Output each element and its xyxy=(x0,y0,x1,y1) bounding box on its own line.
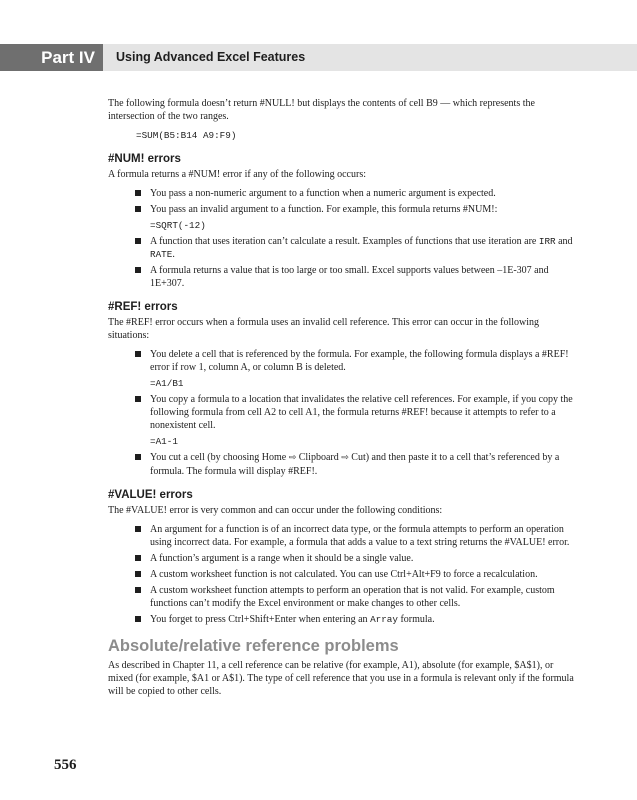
page-number: 556 xyxy=(54,757,77,773)
list-item: A custom worksheet function attempts to perform an operation that is not valid. For example, custom functions can’t modify the Excel environment or make changes to other cells. xyxy=(108,584,580,610)
value-intro: The #VALUE! error is very common and can occur under the following conditions: xyxy=(108,505,443,516)
running-header xyxy=(0,44,637,71)
code-sample: =A1-1 xyxy=(150,436,178,447)
bullet-icon xyxy=(135,555,141,561)
list-item: An argument for a function is of an incorrect data type, or the formula attempts to perform an operation using incorrect data. For example, a formula that adds a value to a text string returns the #VALUE! error. xyxy=(108,523,580,549)
code-sample: =A1/B1 xyxy=(150,378,184,389)
arrow-icon: ⇨ xyxy=(341,453,349,463)
bullet-icon xyxy=(135,238,141,244)
bullet-icon xyxy=(135,351,141,357)
list-item: A function’s argument is a range when it should be a single value. xyxy=(108,552,580,565)
bullet-icon xyxy=(135,526,141,532)
num-errors-list xyxy=(108,187,580,290)
list-item: A function that uses iteration can’t calculate a result. Examples of functions that use iteration are IRR and RATE. xyxy=(108,235,580,261)
num-errors-heading: #NUM! errors xyxy=(108,153,181,165)
bullet-icon xyxy=(135,571,141,577)
intro-paragraph: The following formula doesn’t return #NULL! but displays the contents of cell B9 — which represents the intersection of the two ranges. xyxy=(108,98,535,122)
intro-code: =SUM(B5:B14 A9:F9) xyxy=(136,130,237,141)
list-item: You forget to press Ctrl+Shift+Enter when entering an Array formula. xyxy=(108,613,580,626)
header-title: Using Advanced Excel Features xyxy=(116,50,306,64)
ref-intro: The #REF! error occurs when a formula uses an invalid cell reference. This error can occur in the following situations: xyxy=(108,317,540,341)
list-item: You copy a formula to a location that invalidates the relative cell references. For example, if you copy the following formula from cell A2 to cell A1, the formula returns #REF! because it attempts to refer to a nonexistent cell. =A1-1 xyxy=(108,393,580,448)
bullet-icon xyxy=(135,454,141,460)
bullet-icon xyxy=(135,190,141,196)
num-intro: A formula returns a #NUM! error if any of the following occurs: xyxy=(108,169,366,180)
ref-errors-heading: #REF! errors xyxy=(108,301,178,313)
list-item: You cut a cell (by choosing Home ⇨ Clipboard ⇨ Cut) and then paste it to a cell that’s referenced by a formula. The formula will display #REF!. xyxy=(108,451,580,478)
arrow-icon: ⇨ xyxy=(288,453,297,463)
bullet-icon xyxy=(135,587,141,593)
part-label: Part IV xyxy=(0,44,103,71)
list-item: You delete a cell that is referenced by the formula. For example, the following formula displays a #REF! error if row 1, column A, or column B is deleted. =A1/B1 xyxy=(108,348,580,390)
value-errors-list xyxy=(108,523,580,626)
ref-errors-list xyxy=(108,348,580,478)
absolute-relative-heading: Absolute/relative reference problems xyxy=(108,637,399,655)
list-item: You pass a non-numeric argument to a function when a numeric argument is expected. xyxy=(108,187,580,200)
code-sample: =SQRT(-12) xyxy=(150,220,206,231)
bullet-icon xyxy=(135,267,141,273)
list-item: A custom worksheet function is not calculated. You can use Ctrl+Alt+F9 to force a recalculation. xyxy=(108,568,580,581)
bullet-icon xyxy=(135,616,141,622)
absolute-relative-paragraph: As described in Chapter 11, a cell reference can be relative (for example, A1), absolute (for example, $A$1), or mixed (for example, $A1 or A$1). The type of cell reference that you use in a formula is relevant only if the formula will be copied to other cells. xyxy=(108,660,574,697)
value-errors-heading: #VALUE! errors xyxy=(108,489,193,501)
bullet-icon xyxy=(135,206,141,212)
page-body xyxy=(108,97,580,704)
bullet-icon xyxy=(135,396,141,402)
list-item: A formula returns a value that is too large or too small. Excel supports values between –1E-307 and 1E+307. xyxy=(108,264,580,290)
list-item: You pass an invalid argument to a function. For example, this formula returns #NUM!: =SQRT(-12) xyxy=(108,203,580,232)
